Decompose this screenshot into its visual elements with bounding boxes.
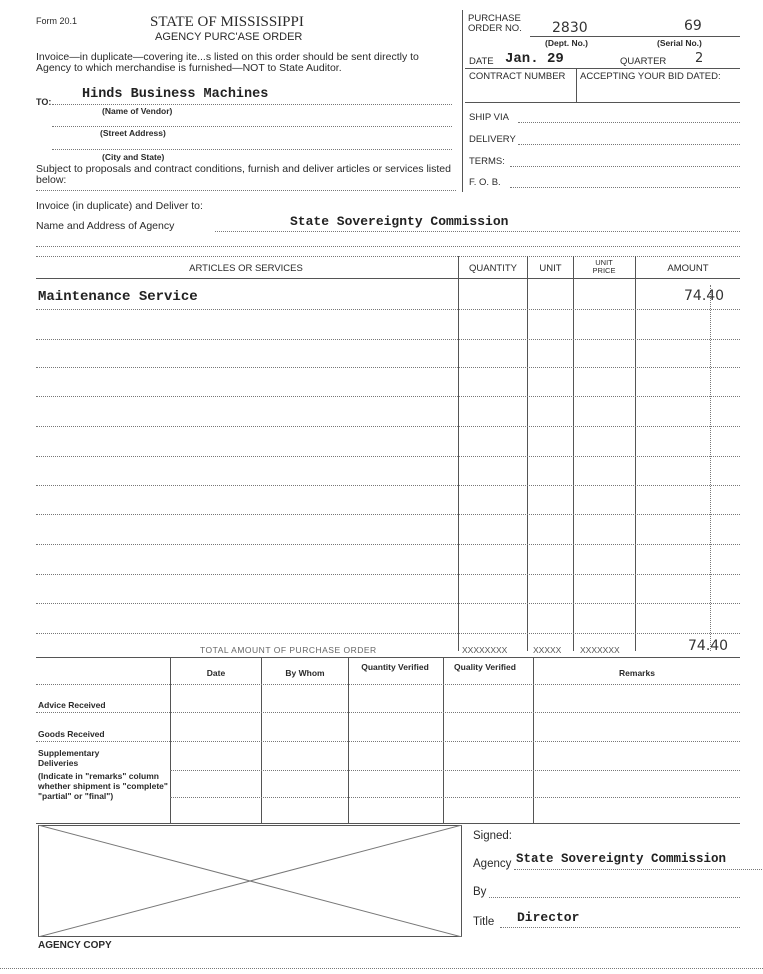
signed-label: Signed:	[473, 830, 513, 842]
agency-address-value: State Sovereignty Commission	[290, 214, 509, 229]
total-x2: XXXXX	[533, 645, 562, 655]
sign-by-label: By	[473, 886, 487, 898]
col-by-whom: By Whom	[285, 668, 325, 678]
form-title: AGENCY PURC'ASE ORDER	[155, 31, 303, 43]
item-amount: 74.40	[684, 288, 725, 304]
po-label: PURCHASE ORDER NO.	[468, 13, 522, 34]
remarks-note: (Indicate in "remarks" column whether shipment is "complete" "partial" or "final")	[38, 771, 168, 801]
col-unit-price: UNIT PRICE	[592, 258, 616, 275]
col-remarks: Remarks	[619, 668, 655, 678]
vendor-name: Hinds Business Machines	[82, 87, 269, 102]
col-amount: AMOUNT	[667, 263, 709, 274]
terms-label: TERMS:	[469, 156, 505, 167]
sign-title-label: Title	[473, 916, 495, 928]
street-address-label: (Street Address)	[100, 128, 166, 138]
form-number: Form 20.1	[36, 16, 78, 26]
quarter-label: QUARTER	[620, 56, 667, 67]
dept-number: 2830	[552, 20, 588, 36]
row-supplementary-deliveries: Supplementary Deliveries	[38, 748, 100, 768]
sign-title-value: Director	[517, 910, 580, 925]
deliver-to-label: Invoice (in duplicate) and Deliver to:	[36, 200, 203, 212]
col-quantity: QUANTITY	[468, 263, 518, 274]
item-article: Maintenance Service	[38, 289, 198, 305]
total-value: 74.40	[688, 638, 729, 654]
serial-label: (Serial No.)	[657, 38, 702, 48]
dept-label: (Dept. No.)	[545, 38, 588, 48]
col-receipt-date: Date	[206, 668, 226, 678]
date-label: DATE	[469, 56, 494, 67]
col-quality-verified: Quality Verified	[454, 662, 516, 672]
delivery-label: DELIVERY	[469, 134, 516, 145]
bid-date-label: ACCEPTING YOUR BID DATED:	[580, 71, 721, 82]
agency-address-label: Name and Address of Agency	[36, 220, 175, 232]
total-x3: XXXXXXX	[580, 645, 620, 655]
agency-copy-label: AGENCY COPY	[38, 940, 112, 951]
quarter-value: 2	[695, 51, 704, 66]
date-value: Jan. 29	[505, 51, 564, 67]
state-title: STATE OF MISSISSIPPI	[150, 14, 304, 30]
col-unit: UNIT	[539, 263, 562, 274]
sign-agency-label: Agency	[473, 858, 512, 870]
vendor-name-label: (Name of Vendor)	[102, 106, 173, 116]
invoice-instruction: Invoice—in duplicate—covering ite...s listed on this order should be sent directly to Agency to which merchandise is furnished—NOT to State Auditor.	[36, 51, 419, 74]
col-quantity-verified: Quantity Verified	[361, 662, 429, 672]
total-label: TOTAL AMOUNT OF PURCHASE ORDER	[200, 645, 377, 655]
city-state-label: (City and State)	[102, 152, 165, 162]
fob-label: F. O. B.	[469, 177, 501, 188]
row-goods-received: Goods Received	[38, 729, 105, 739]
sign-agency-value: State Sovereignty Commission	[516, 852, 727, 866]
serial-number: 69	[684, 18, 702, 34]
row-advice-received: Advice Received	[38, 700, 106, 710]
contract-number-label: CONTRACT NUMBER	[469, 71, 566, 82]
total-x1: XXXXXXXX	[462, 645, 508, 655]
crossed-out-box	[38, 825, 462, 937]
ship-via-label: SHIP VIA	[469, 112, 509, 123]
col-articles: ARTICLES OR SERVICES	[189, 263, 303, 274]
to-label: TO:	[36, 97, 52, 107]
subject-text: Subject to proposals and contract conditions, furnish and deliver articles or services listed below:	[36, 163, 451, 186]
